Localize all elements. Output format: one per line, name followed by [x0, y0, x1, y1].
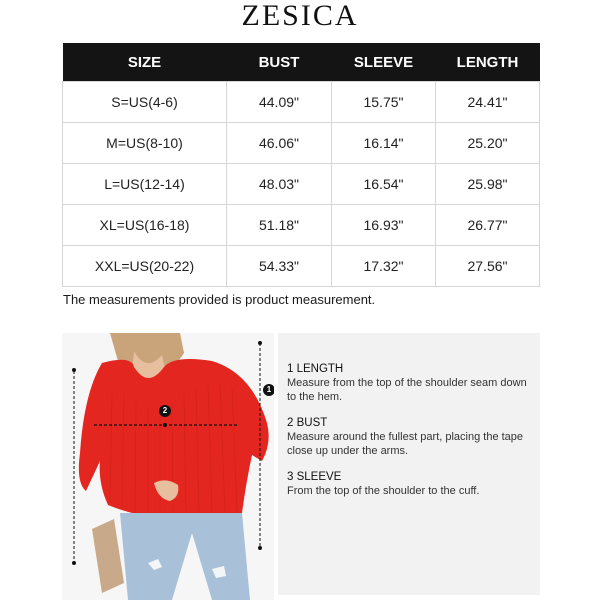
- bust-marker: 2: [159, 405, 171, 417]
- instruction-text: From the top of the shoulder to the cuff.: [287, 485, 480, 497]
- size-chart-table: [62, 43, 540, 287]
- header-size: SIZE: [63, 43, 227, 82]
- brand-logo: ZESICA: [241, 0, 359, 32]
- cell-sleeve: 17.32": [332, 246, 436, 287]
- table-row: [63, 82, 540, 123]
- instruction-sleeve: [287, 470, 527, 498]
- cell-size: L=US(12-14): [63, 164, 227, 205]
- cell-bust: 46.06": [227, 123, 332, 164]
- instruction-title: 1 LENGTH: [287, 363, 344, 375]
- table-row: [63, 123, 540, 164]
- cell-bust: 51.18": [227, 205, 332, 246]
- cell-length: 27.56": [436, 246, 540, 287]
- header-length: LENGTH: [436, 43, 540, 82]
- cell-bust: 54.33": [227, 246, 332, 287]
- cell-bust: 44.09": [227, 82, 332, 123]
- cell-sleeve: 16.93": [332, 205, 436, 246]
- model-photo: [62, 333, 274, 600]
- instruction-title: 2 BUST: [287, 417, 328, 429]
- instruction-bust: [287, 416, 527, 458]
- instruction-text: Measure from the top of the shoulder seam down to the hem.: [287, 377, 527, 403]
- cell-bust: 48.03": [227, 164, 332, 205]
- table-row: [63, 246, 540, 287]
- table-row: [63, 164, 540, 205]
- cell-size: XL=US(16-18): [63, 205, 227, 246]
- cell-size: S=US(4-6): [63, 82, 227, 123]
- cell-sleeve: 15.75": [332, 82, 436, 123]
- cell-length: 25.98": [436, 164, 540, 205]
- instruction-length: [287, 362, 527, 404]
- cell-size: M=US(8-10): [63, 123, 227, 164]
- cell-length: 25.20": [436, 123, 540, 164]
- length-marker: 1: [263, 384, 274, 396]
- table-header-row: [63, 43, 540, 82]
- cell-sleeve: 16.54": [332, 164, 436, 205]
- table-row: [63, 205, 540, 246]
- cell-length: 26.77": [436, 205, 540, 246]
- header-sleeve: SLEEVE: [332, 43, 436, 82]
- measurement-note: The measurements provided is product measurement.: [63, 292, 376, 307]
- cell-sleeve: 16.14": [332, 123, 436, 164]
- cell-size: XXL=US(20-22): [63, 246, 227, 287]
- instruction-text: Measure around the fullest part, placing the tape close up under the arms.: [287, 431, 524, 457]
- header-bust: BUST: [227, 43, 332, 82]
- instruction-title: 3 SLEEVE: [287, 471, 342, 483]
- cell-length: 24.41": [436, 82, 540, 123]
- measurement-instructions-panel: [278, 333, 540, 595]
